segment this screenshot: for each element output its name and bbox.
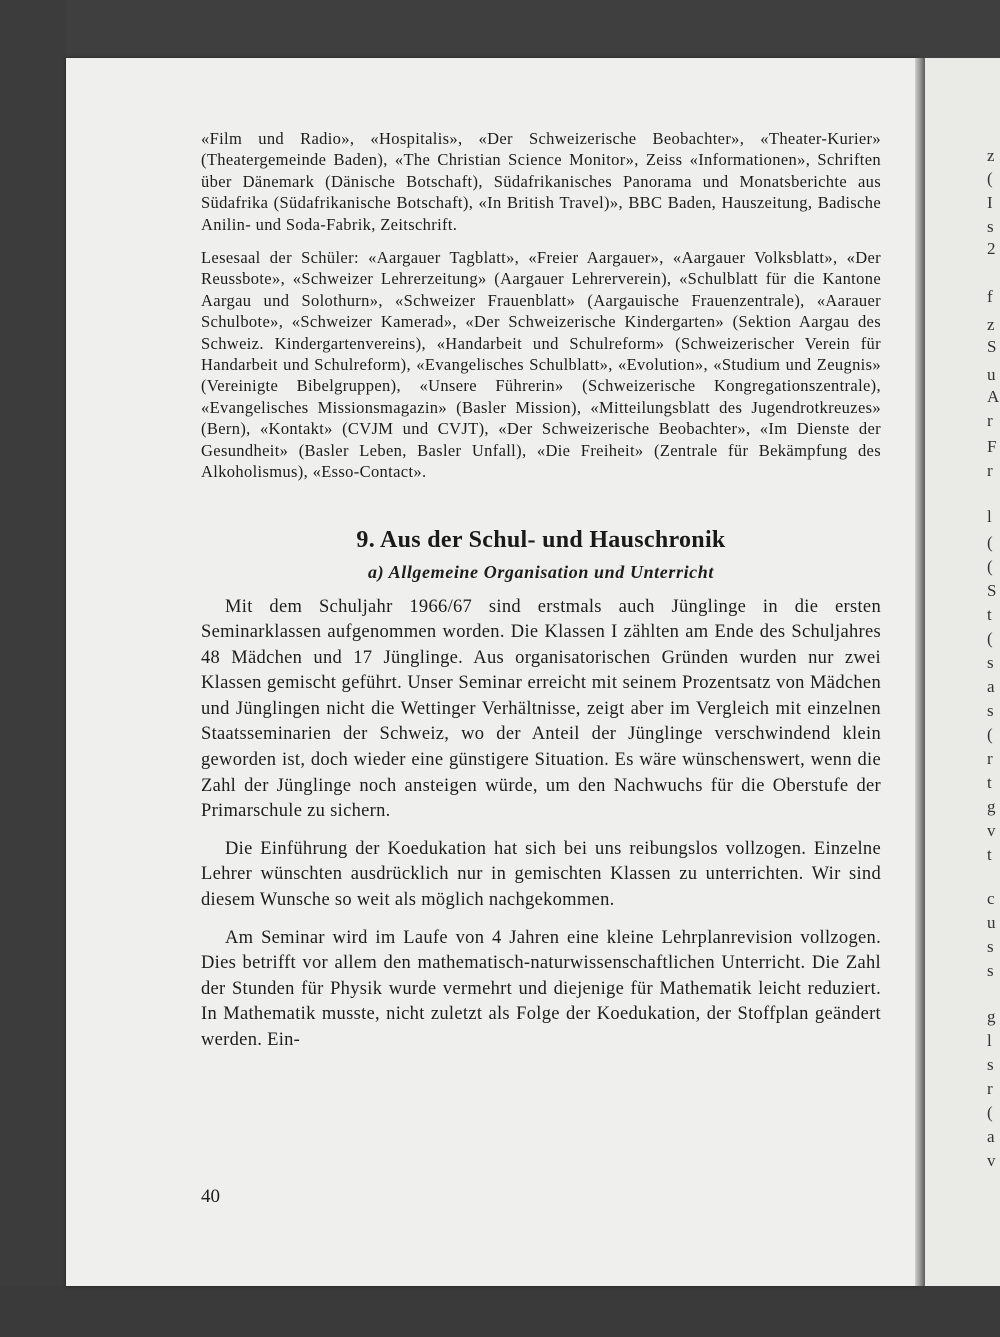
adjacent-letter: t [987,605,992,624]
adjacent-letter: u [987,365,996,384]
adjacent-letter: l [987,1031,992,1050]
adjacent-letter: ( [987,533,993,552]
adjacent-letter: ( [987,725,993,744]
adjacent-letter: z [987,146,995,165]
adjacent-letter: r [987,411,993,430]
adjacent-letter: s [987,937,994,956]
adjacent-letter: S [987,337,997,356]
adjacent-letter: s [987,217,994,236]
adjacent-letter: c [987,889,995,908]
adjacent-letter: a [987,1127,995,1146]
adjacent-letter: t [987,773,992,792]
adjacent-letter: 2 [987,239,996,258]
scan-background-bottom [0,1286,1000,1337]
section-heading: 9. Aus der Schul- und Hauschronik [356,526,726,553]
adjacent-letter: s [987,961,994,980]
adjacent-letter: g [987,1007,996,1026]
adjacent-letter: I [987,193,993,212]
adjacent-letter: v [987,821,996,840]
adjacent-letter: l [987,507,992,526]
adjacent-letter: ( [987,557,993,576]
adjacent-letter: ( [987,629,993,648]
body-paragraph: Am Seminar wird im Laufe von 4 Jahren eine kleine Lehrplanrevision vollzogen. Dies betrifft vor allem den mathematisch-naturwissenschaftlichen Unterricht. Die Zahl der Stunden für Physik wurde vermehrt und diejenige für Mathematik leicht reduziert. In Mathematik musste, nicht zuletzt als Folge der Koedukation, der Stoffplan geändert werden. Ein- [201,927,881,1050]
page-gutter [915,58,925,1286]
adjacent-letter: f [987,287,993,306]
adjacent-letter: S [987,581,997,600]
scan-background-left [0,0,66,1337]
section-subheading: a) Allgemeine Organisation und Unterricht [368,561,714,582]
adjacent-letter: A [987,387,1000,406]
adjacent-letter: r [987,749,993,768]
adjacent-letter: a [987,677,995,696]
adjacent-letter: s [987,701,994,720]
adjacent-letter: u [987,913,996,932]
adjacent-letter: r [987,461,993,480]
adjacent-letter: g [987,797,996,816]
adjacent-letter: ( [987,1103,993,1122]
adjacent-letter: z [987,315,995,334]
body-paragraph: Mit dem Schuljahr 1966/67 sind erstmals auch Jünglinge in die ersten Seminarklassen aufgenommen worden. Die Klassen I zählten am Ende des Schuljahres 48 Mädchen und 17 Jünglinge. Aus organisatorischen Gründen wurden nur zwei Klassen gemischt geführt. Unser Seminar erreicht mit seinem Prozentsatz von Mädchen und Jünglingen nicht die Wettinger Verhältnisse, zeigt aber im Vergleich mit einzelnen Staatsseminarien der Schweiz, wo der Anteil der Jünglinge verschwindend klein geworden ist, doch wieder eine günstigere Situation. Es wäre wünschenswert, wenn die Zahl der Jünglinge noch ansteigen würde, um den Nachwuchs für die Oberstufe der Primarschule zu sichern. [201,596,881,822]
reading-room-paragraph: Lesesaal der Schüler: «Aargauer Tagblatt», «Freier Aargauer», «Aargauer Volksblatt», «Der Reussbote», «Schweizer Lehrerzeitung» (Aargauer Lehrerverein), «Schulblatt für die Kantone Aargau und Solothurn», «Schweizer Frauenblatt» (Aargauische Frauenzentrale), «Aarauer Schulbote», «Schweizer Kamerad», «Der Schweizerische Kindergarten» (Sektion Aargau des Schweiz. Kindergartenvereins), «Handarbeit und Schulreform» (Schweizerischer Verein für Handarbeit und Schulreform), «Evangelisches Schulblatt», «Evolution», «Studium und Zeugnis» (Vereinigte Bibelgruppen), «Unsere Führerin» (Schweizerische Kongregationszentrale), «Evangelisches Missionsmagazin» (Basler Mission), «Mitteilungsblatt des Jugendrotkreuzes» (Bern), «Kontakt» (CVJM und CVJT), «Der Schweizerische Beobachter», «Im Dienste der Gesundheit» (Basler Leben, Basler Unfall), «Die Freiheit» (Zentrale für Bekämpfung des Alkoholismus), «Esso-Contact». [201,248,881,482]
page-content [201,128,881,1054]
adjacent-letter: r [987,1079,993,1098]
adjacent-letter: v [987,1151,996,1170]
adjacent-letter: s [987,1055,994,1074]
page-number: 40 [201,1186,220,1207]
scan-background-top [0,0,1000,58]
body-paragraph: Die Einführung der Koedukation hat sich bei uns reibungslos vollzogen. Einzelne Lehrer wünschten ausdrücklich nur in gemischten Klassen zu unterrichten. Wir sind diesem Wunsche so weit als möglich nachgekommen. [201,838,881,911]
adjacent-letter: t [987,845,992,864]
adjacent-letter: F [987,437,997,456]
intro-paragraph: «Film und Radio», «Hospitalis», «Der Schweizerische Beobachter», «Theater-Kurier» (Theatergemeinde Baden), «The Christian Science Monitor», Zeiss «Informationen», Schriften über Dänemark (Dänische Botschaft), Südafrikanisches Panorama und Monatsberichte aus Südafrika (Südafrikanische Botschaft), «In British Travel)», BBC Baden, Hauszeitung, Badische Anilin- und Soda-Fabrik, Zeitschrift. [201,129,881,234]
adjacent-letter: ( [987,169,993,188]
adjacent-letter: s [987,653,994,672]
